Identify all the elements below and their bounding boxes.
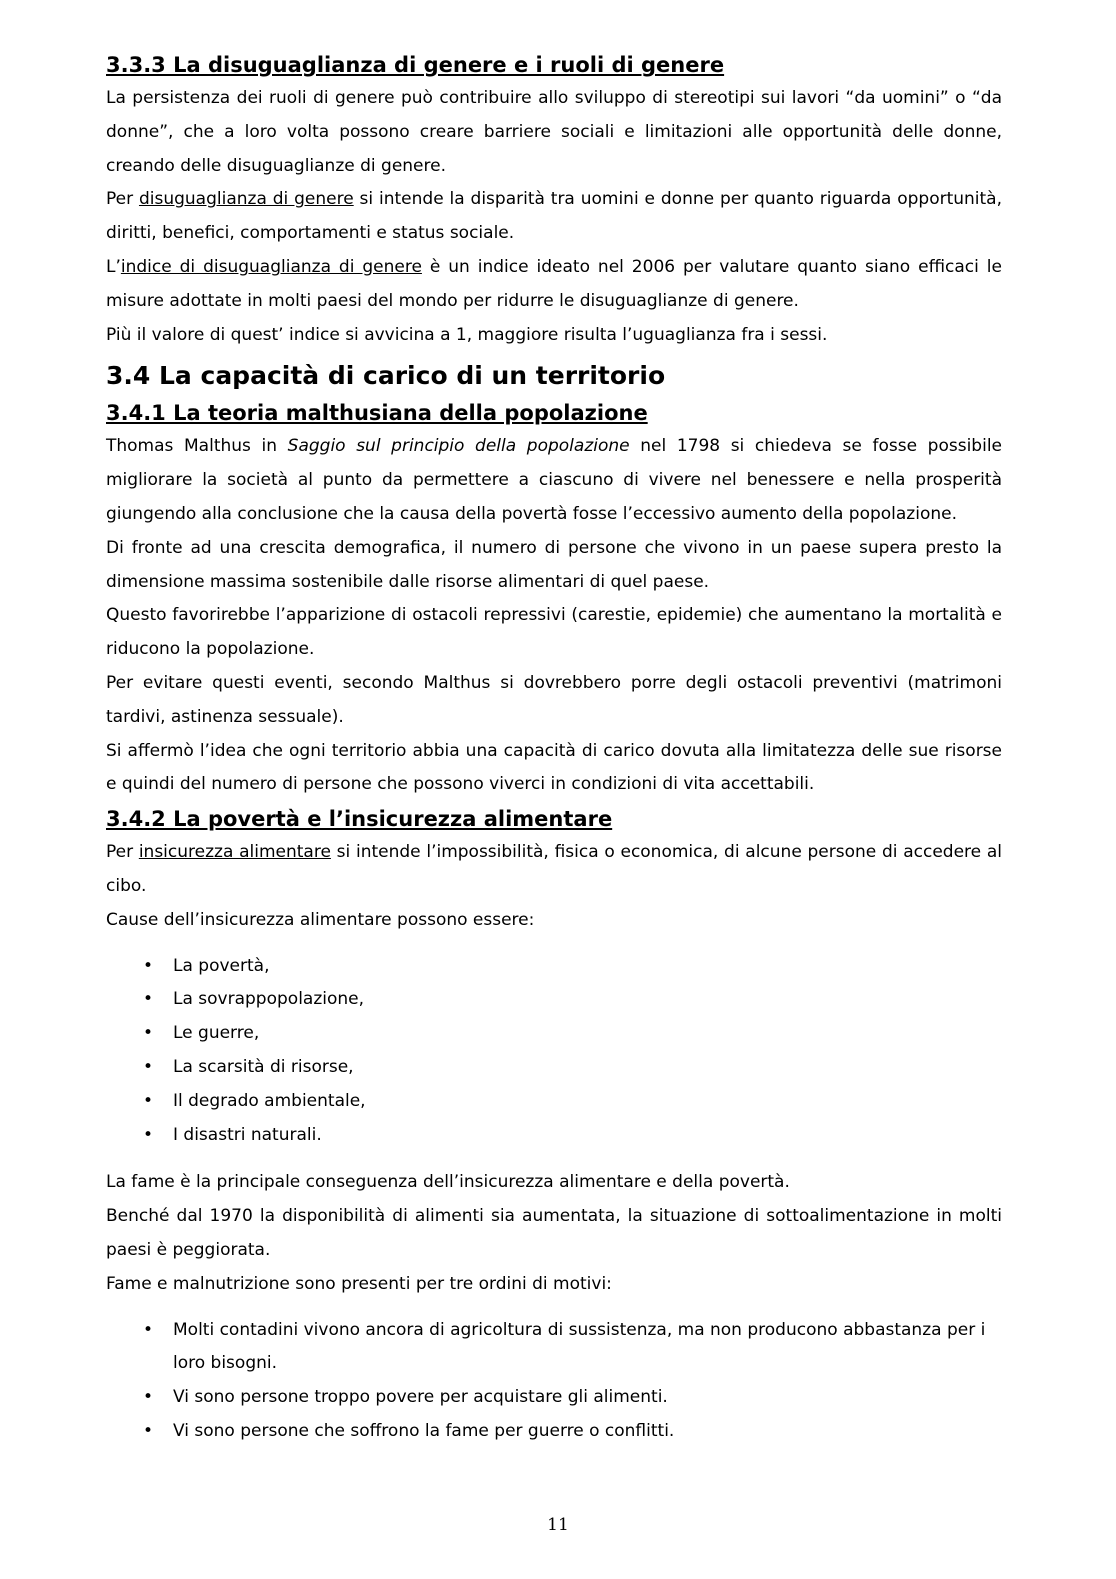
bullet-icon: • [143,989,154,1010]
reasons-list [106,1302,1002,1463]
bullet-icon: • [143,1090,154,1111]
paragraph: Questo favorirebbe l’apparizione di ostacoli repressivi (carestie, epidemie) che aumentano la mortalità e riducono la popolazione. [106,605,1002,660]
page-number: 11 [547,1515,569,1535]
list-item: • Vi sono persone che soffrono la fame per guerre o conflitti. [106,1415,1002,1449]
paragraph: Benché dal 1970 la disponibilità di alimenti sia aumentata, la situazione di sottoalimentazione in molti paesi è peggiorata. [106,1206,1002,1260]
book-title: Saggio sul principio della popolazione [287,436,630,457]
bullet-icon: • [143,1387,154,1408]
term-indice-disuguaglianza: indice di disuguaglianza di genere [120,256,422,277]
list-item: • La povertà, [106,950,1002,984]
bullet-icon: • [143,1124,154,1145]
paragraph: Per disuguaglianza di genere si intende la disparità tra uomini e donne per quanto riguarda opportunità, diritti, benefici, comportamenti e status sociale. [106,189,1003,244]
list-item: • La scarsità di risorse, [106,1051,1002,1085]
list-item: • Molti contadini vivono ancora di agricoltura di sussistenza, ma non producono abbastanza per i loro bisogni. [106,1314,1002,1382]
list-item: • Vi sono persone troppo povere per acquistare gli alimenti. [106,1381,1002,1415]
bullet-icon: • [143,1319,154,1340]
paragraph: Di fronte ad una crescita demografica, il numero di persone che vivono in un paese supera presto la dimensione massima sostenibile dalle risorse alimentari di quel paese. [106,537,1002,592]
bullet-icon: • [143,955,154,976]
paragraph: Per evitare questi eventi, secondo Malthus si dovrebbero porre degli ostacoli preventivi (matrimoni tardivi, astinenza sessuale). [106,672,1002,727]
term-insicurezza-alimentare: insicurezza alimentare [138,842,331,863]
paragraph: Si affermò l’idea che ogni territorio abbia una capacità di carico dovuta alla limitatezza delle sue risorse e quindi del numero di persone che possono viverci in condizioni di vita accettabili. [106,740,1002,795]
list-item: • I disastri naturali. [106,1119,1002,1153]
list-item: • La sovrappopolazione, [106,983,1002,1017]
bullet-icon: • [143,1056,154,1077]
paragraph: Più il valore di quest’ indice si avvicina a 1, maggiore risulta l’uguaglianza fra i sessi. [106,324,828,345]
term-disuguaglianza-di-genere: disuguaglianza di genere [138,189,354,210]
paragraph: L’indice di disuguaglianza di genere è un indice ideato nel 2006 per valutare quanto siano efficaci le misure adottate in molti paesi del mondo per ridurre le disuguaglianze di genere. [106,256,1002,311]
section-3-3-3-title: 3.3.3 La disuguaglianza di genere e i ruoli di genere [106,53,725,77]
paragraph: Fame e malnutrizione sono presenti per tre ordini di motivi: [106,1273,612,1294]
paragraph: Per insicurezza alimentare si intende l’impossibilità, fisica o economica, di alcune persone di accedere al cibo. [106,842,1002,896]
paragraph: La fame è la principale conseguenza dell’insicurezza alimentare e della povertà. [106,1172,790,1193]
bullet-icon: • [143,1023,154,1044]
causes-list [106,938,1002,1167]
section-3-4-2-title: 3.4.2 La povertà e l’insicurezza alimentare [106,807,613,832]
section-3-4-1-title: 3.4.1 La teoria malthusiana della popolazione [106,401,648,426]
bullet-icon: • [143,1420,154,1441]
list-item: • Le guerre, [106,1017,1002,1051]
paragraph: La persistenza dei ruoli di genere può contribuire allo sviluppo di stereotipi sui lavori “da uomini” o “da donne”, che a loro volta possono creare barriere sociali e limitazioni alle opportunità delle donne, creando delle disuguaglianze di genere. [106,88,1002,176]
document-page [106,48,1002,1463]
paragraph: Thomas Malthus in Saggio sul principio della popolazione nel 1798 si chiedeva se fosse possibile migliorare la società al punto da permettere a ciascuno di vivere nel benessere e nella prosperità giungendo alla conclusione che la causa della povertà fosse l’eccessivo aumento della popolazione. [106,436,1003,524]
section-3-4-title: 3.4 La capacità di carico di un territorio [106,361,666,391]
list-item: • Il degrado ambientale, [106,1085,1002,1119]
paragraph: Cause dell’insicurezza alimentare possono essere: [106,909,535,930]
